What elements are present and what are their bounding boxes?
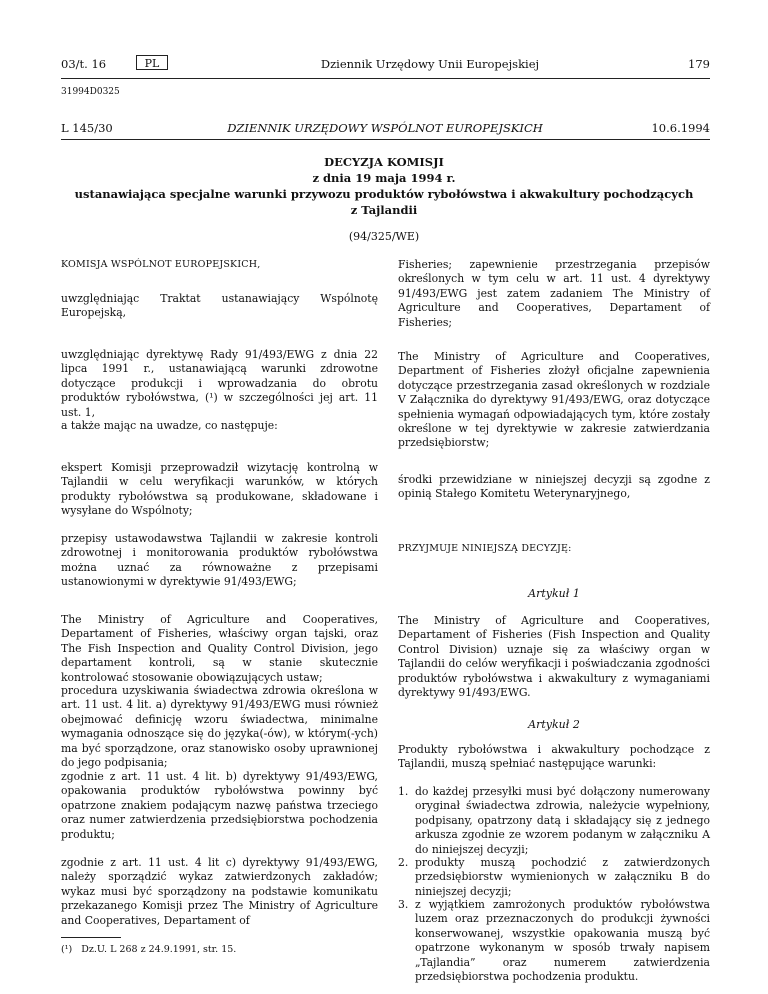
article-2-heading: Artykuł 2 (528, 718, 580, 731)
left-paragraph-8: procedura uzyskiwania świadectwa zdrowia określona w art. 11 ust. 4 lit. a) dyrektywy 91/493/EWG musi również obejmować definicję wzoru świadectwa, minimalne wymagania odnoszące się do języka(-ów), w którym(-ych) ma być sporządzone, oraz stanowisko osoby uprawnionej do jego podpisania; (61, 684, 378, 770)
list-item (398, 785, 710, 857)
title-line-4: z Tajlandii (350, 203, 418, 217)
decision-title (60, 154, 708, 218)
list-item-text: do każdej przesyłki musi być dołączony numerowany oryginał świadectwa zdrowia, należycie wypełniony, podpisany, opatrzony datą i składający się z jednego arkusza zgodnie ze wzorem podanym w załączniku A do niniejszej decyzji; (415, 785, 710, 856)
header-rule (61, 78, 710, 79)
left-paragraph-6: przepisy ustawodawstwa Tajlandii w zakresie kontroli zdrowotnej i monitorowania produktów rybołówstwa można uznać za równoważne z przepisami ustanowionymi w dyrektywie 91/493/EWG; (61, 532, 378, 589)
left-paragraph-2: uwzględniając Traktat ustanawiający Wspólnotę Europejską, (61, 292, 378, 320)
journal-header-rule (61, 139, 710, 140)
adoption-formula: PRZYJMUJE NINIEJSZĄ DECYZJĘ: (398, 543, 572, 554)
left-paragraph-3: uwzględniając dyrektywę Rady 91/493/EWG z dnia 22 lipca 1991 r., ustanawiającą warunki zdrowotne dotyczące produkcji i wprowadzania do obrotu produktów rybołówstwa, (¹) w szczególności jej art. 11 ust. 1, (61, 348, 378, 419)
language-code-box: PL (136, 55, 168, 70)
journal-reference: L 145/30 (61, 121, 113, 135)
list-item-number: 1. (398, 785, 409, 798)
title-line-2: z dnia 19 maja 1994 r. (312, 171, 456, 185)
page-number: 179 (688, 57, 710, 71)
footnote-rule (61, 937, 121, 938)
title-line-1: DECYZJA KOMISJI (324, 155, 444, 169)
title-line-3: ustanawiająca specjalne warunki przywozu produktów rybołówstwa i akwakultury pochodzących (74, 187, 694, 201)
list-item-text: produkty muszą pochodzić z zatwierdzonych przedsiębiorstw wymienionych w załączniku B do niniejszej decyzji; (415, 856, 710, 898)
footnote: (¹) Dz.U. L 268 z 24.9.1991, str. 15. (61, 944, 237, 955)
right-paragraph-1: Fisheries; zapewnienie przestrzegania przepisów określonych w tym celu w art. 11 ust. 4 dyrektywy 91/493/EWG jest zatem zadaniem The Ministry of Agriculture and Cooperatives, Departament of Fisheries; (398, 258, 710, 329)
list-item-number: 2. (398, 856, 409, 869)
original-journal-name: DZIENNIK URZĘDOWY WSPÓLNOT EUROPEJSKICH (227, 121, 543, 135)
list-item (398, 898, 710, 984)
left-paragraph-10: zgodnie z art. 11 ust. 4 lit c) dyrektywy 91/493/EWG, należy sporządzić wykaz zatwierdzonych zakładów; wykaz musi być sporządzony na podstawie komunikatu przekazanego Komisji przez The Ministry of Agriculture and Cooperatives, Departament of (61, 856, 378, 927)
list-item (398, 856, 710, 899)
list-item-text: z wyjątkiem zamrożonych produktów rybołówstwa luzem oraz przeznaczonych do produkcji żywności konserwowanej, wszystkie opakowania muszą być opatrzone wykonanym w sposób trwały napisem „Tajlandia” oraz numerem zatwierdzenia przedsiębiorstwa pochodzenia produktu. (415, 898, 710, 984)
volume-number: 03/t. 16 (61, 57, 107, 71)
journal-name: Dziennik Urzędowy Unii Europejskiej (320, 57, 540, 71)
left-paragraph-1: KOMISJA WSPÓLNOT EUROPEJSKICH, (61, 259, 261, 270)
article-1-text: The Ministry of Agriculture and Cooperatives, Departament of Fisheries (Fish Inspection and Quality Control Division) uznaje się za właściwy organ w Tajlandii do celów weryfikacji i poświadczania zgodności produktów rybołówstwa i akwakultury z wymaganiami dyrektywy 91/493/EWG. (398, 614, 710, 700)
document-id: 31994D0325 (61, 87, 120, 97)
right-paragraph-3: środki przewidziane w niniejszej decyzji są zgodne z opinią Stałego Komitetu Weterynaryjnego, (398, 473, 710, 501)
decision-number: (94/325/WE) (348, 230, 420, 243)
article-1-heading: Artykuł 1 (528, 587, 580, 600)
publication-date: 10.6.1994 (651, 121, 710, 135)
left-paragraph-7: The Ministry of Agriculture and Cooperatives, Departament of Fisheries, właściwy organ tajski, oraz The Fish Inspection and Quality Control Division, jego departament kontroli, są w stanie skutecznie kontrolować stosowanie obowiązujących ustaw; (61, 613, 378, 684)
right-paragraph-2: The Ministry of Agriculture and Cooperatives, Department of Fisheries złożył oficjalne zapewnienia dotyczące przestrzegania zasad określonych w rozdziale V Załącznika do dyrektywy 91/493/EWG, oraz dotyczące spełnienia wymagań odpowiadających tym, które zostały określone w tej dyrektywie w zakresie zatwierdzania przedsiębiorstw; (398, 350, 710, 450)
left-paragraph-5: ekspert Komisji przeprowadził wizytację kontrolną w Tajlandii w celu weryfikacji warunków, w których produkty rybołówstwa są produkowane, składowane i wysyłane do Wspólnoty; (61, 461, 378, 518)
article-2-intro: Produkty rybołówstwa i akwakultury pochodzące z Tajlandii, muszą spełniać następujące warunki: (398, 743, 710, 771)
left-paragraph-4: a także mając na uwadze, co następuje: (61, 419, 278, 432)
left-paragraph-9: zgodnie z art. 11 ust. 4 lit. b) dyrektywy 91/493/EWG, opakowania produktów rybołówstwa powinny być opatrzone znakiem podającym nazwę państwa trzeciego oraz numer zatwierdzenia przedsiębiorstwa pochodzenia produktu; (61, 770, 378, 841)
list-item-number: 3. (398, 898, 409, 911)
